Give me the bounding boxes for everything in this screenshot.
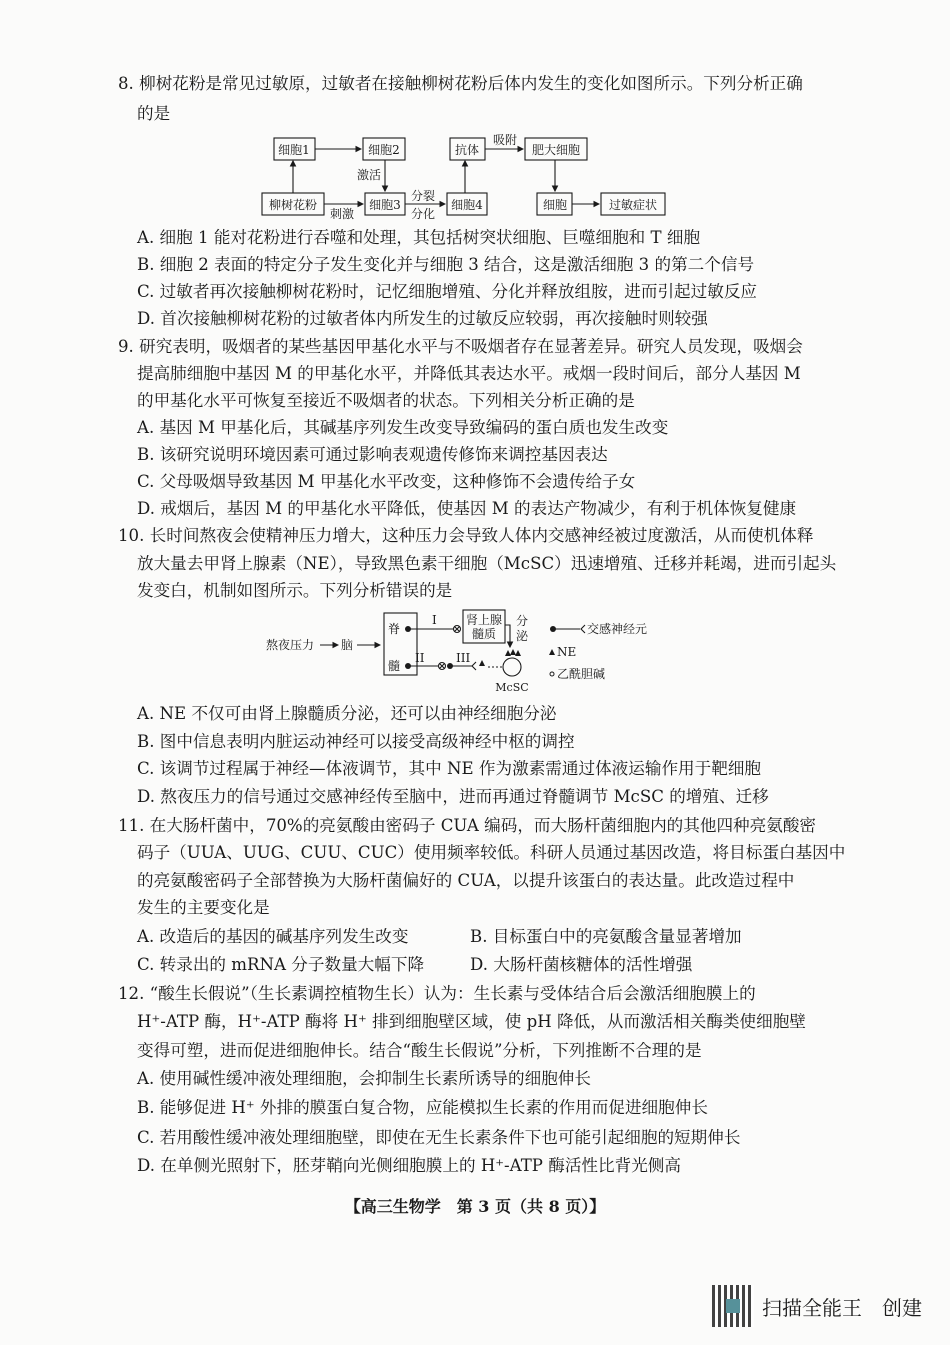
q11-stem-line: 的亮氨酸密码子全部替换为大肠杆菌偏好的 CUA，以提升该蛋白的表达量。此改造过程中 xyxy=(137,871,795,890)
q10-stem-line: 放大量去甲肾上腺素（NE），导致黑色素干细胞（McSC）迅速增殖、迁移并耗竭，进而引起头 xyxy=(137,554,837,573)
q10-option-a: A. NE 不仅可由肾上腺髓质分泌，还可以由神经细胞分泌 xyxy=(137,704,557,723)
q12-option-d: D. 在单侧光照射下，胚芽鞘向光侧细胞膜上的 H⁺-ATP 酶活性比背光侧高 xyxy=(137,1156,681,1175)
brain-label: 脑 xyxy=(341,638,354,652)
box-label: 细胞2 xyxy=(368,143,400,157)
q12-stem-line: 变得可塑，进而促进细胞伸长。结合“酸生长假说”分析，下列推断不合理的是 xyxy=(137,1041,702,1060)
q10-stem-line: 10. 长时间熬夜会使精神压力增大，这种压力会导致人体内交感神经被过度激活，从而使机体释 xyxy=(118,526,814,545)
adrenal-label: 肾上腺 xyxy=(465,613,503,627)
q10-stem-line: 发变白，机制如图所示。下列分析错误的是 xyxy=(137,581,453,600)
arrow-label: 刺激 xyxy=(329,207,355,221)
legend-ach: 乙酰胆碱 xyxy=(557,667,606,681)
q11-stem-line: 11. 在大肠杆菌中，70%的亮氨酸由密码子 CUA 编码，而大肠杆菌细胞内的其他四种亮氨酸密 xyxy=(118,816,817,835)
q9-stem-line: 9. 研究表明，吸烟者的某些基因甲基化水平与不吸烟者存在显著差异。研究人员发现，吸烟会 xyxy=(118,337,803,356)
q12-option-c: C. 若用酸性缓冲液处理细胞壁，即使在无生长素条件下也可能引起细胞的短期伸长 xyxy=(137,1128,741,1147)
q11-option-a: A. 改造后的基因的碱基序列发生改变 xyxy=(137,927,409,946)
arrow-label: 吸附 xyxy=(492,133,518,147)
pathway-label: II xyxy=(415,651,425,665)
q9-stem-line: 提高肺细胞中基因 M 的甲基化水平，并降低其表达水平。戒烟一段时间后，部分人基因 M xyxy=(137,364,801,383)
box-label: 过敏症状 xyxy=(608,198,658,212)
spine-label: 髓 xyxy=(388,659,401,673)
secrete-label: 泌 xyxy=(516,629,529,643)
box-label: 细胞1 xyxy=(278,143,310,157)
arrow-label: 激活 xyxy=(356,168,382,182)
mcsc-cell xyxy=(503,658,521,676)
page-footer: 【高三生物学 第 3 页（共 8 页）】 xyxy=(344,1197,606,1216)
box-label: 细胞4 xyxy=(451,198,483,212)
q10-diagram xyxy=(260,605,680,700)
arrow-label: 分裂 xyxy=(410,189,436,203)
q10-option-b: B. 图中信息表明内脏运动神经可以接受高级神经中枢的调控 xyxy=(137,732,575,751)
q8-stem-line: 8. 柳树花粉是常见过敏原，过敏者在接触柳树花粉后体内发生的变化如图所示。下列分析正确 xyxy=(118,74,803,93)
arrow-label: 分化 xyxy=(410,207,436,221)
box-label: 细胞 xyxy=(542,198,568,212)
secrete-label: 分 xyxy=(516,614,529,628)
q12-option-a: A. 使用碱性缓冲液处理细胞，会抑制生长素所诱导的细胞伸长 xyxy=(137,1069,591,1088)
watermark-text: 扫描全能王 创建 xyxy=(762,1295,922,1320)
mcsc-label: McSC xyxy=(495,681,529,694)
q9-option-a: A. 基因 M 甲基化后，其碱基序列发生改变导致编码的蛋白质也发生改变 xyxy=(137,418,669,437)
stress-label: 熬夜压力 xyxy=(266,638,315,652)
box-label: 细胞3 xyxy=(369,198,401,212)
legend-sympathetic: 交感神经元 xyxy=(587,622,648,636)
q11-option-d: D. 大肠杆菌核糖体的活性增强 xyxy=(470,955,693,974)
q10-option-d: D. 熬夜压力的信号通过交感神经传至脑中，进而再通过脊髓调节 McSC 的增殖、迁移 xyxy=(137,787,769,806)
qr-code-icon xyxy=(712,1285,754,1327)
q8-option-d: D. 首次接触柳树花粉的过敏者体内所发生的过敏反应较弱，再次接触时则较强 xyxy=(137,309,708,328)
q12-option-b: B. 能够促进 H⁺ 外排的膜蛋白复合物，应能模拟生长素的作用而促进细胞伸长 xyxy=(137,1098,708,1117)
q11-stem-line: 码子（UUA、UUG、CUU、CUC）使用频率较低。科研人员通过基因改造，将目标蛋白基因中 xyxy=(137,843,846,862)
q8-option-b: B. 细胞 2 表面的特定分子发生变化并与细胞 3 结合，这是激活细胞 3 的第二个信号 xyxy=(137,255,755,274)
q12-stem-line: 12. “酸生长假说”（生长素调控植物生长）认为：生长素与受体结合后会激活细胞膜上的 xyxy=(118,984,756,1003)
legend-ne: NE xyxy=(557,645,577,659)
box-label: 柳树花粉 xyxy=(268,198,318,212)
adrenal-label: 髓质 xyxy=(471,627,497,641)
q11-option-c: C. 转录出的 mRNA 分子数量大幅下降 xyxy=(137,955,425,974)
q9-stem-line: 的甲基化水平可恢复至接近不吸烟者的状态。下列相关分析正确的是 xyxy=(137,391,635,410)
q10-option-c: C. 该调节过程属于神经—体液调节，其中 NE 作为激素需通过体液运输作用于靶细胞 xyxy=(137,759,762,778)
pathway-label: III xyxy=(456,651,471,665)
q9-option-d: D. 戒烟后，基因 M 的甲基化水平降低，使基因 M 的表达产物减少，有利于机体恢复健康 xyxy=(137,499,797,518)
q8-diagram xyxy=(255,125,675,225)
q11-option-b: B. 目标蛋白中的亮氨酸含量显著增加 xyxy=(470,927,742,946)
q9-option-b: B. 该研究说明环境因素可通过影响表观遗传修饰来调控基因表达 xyxy=(137,445,608,464)
q9-option-c: C. 父母吸烟导致基因 M 甲基化水平改变，这种修饰不会遗传给子女 xyxy=(137,472,636,491)
box-label: 肥大细胞 xyxy=(531,143,581,157)
q11-stem-line: 发生的主要变化是 xyxy=(137,898,270,917)
box-label: 抗体 xyxy=(454,143,480,157)
q8-option-c: C. 过敏者再次接触柳树花粉时，记忆细胞增殖、分化并释放组胺，进而引起过敏反应 xyxy=(137,282,758,301)
pathway-label: I xyxy=(432,613,437,627)
q8-stem-line: 的是 xyxy=(137,104,171,123)
scanner-watermark xyxy=(712,1285,922,1327)
q12-stem-line: H⁺-ATP 酶，H⁺-ATP 酶将 H⁺ 排到细胞壁区域，使 pH 降低，从而激活相关酶类使细胞壁 xyxy=(137,1012,806,1031)
spine-label: 脊 xyxy=(388,622,401,636)
q8-option-a: A. 细胞 1 能对花粉进行吞噬和处理，其包括树突状细胞、巨噬细胞和 T 细胞 xyxy=(137,228,701,247)
